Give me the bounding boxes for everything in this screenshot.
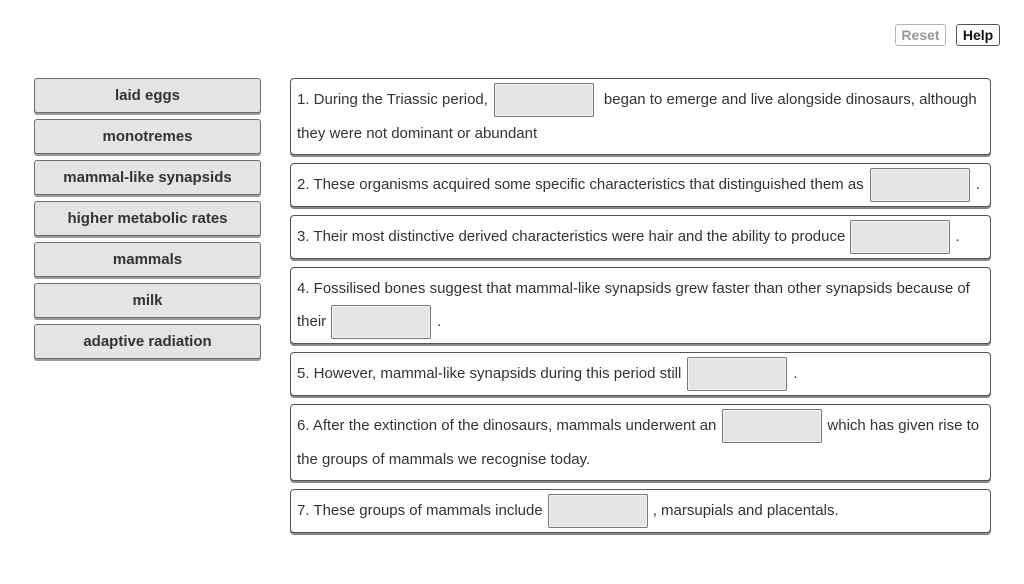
help-button[interactable]: Help [956, 24, 1000, 46]
sentence-4 [290, 267, 991, 344]
sentence-list [290, 78, 991, 541]
word-tile-monotremes[interactable]: monotremes [34, 119, 261, 154]
sentence-text-after: . [437, 313, 442, 331]
word-tile-adaptive-radiation[interactable]: adaptive radiation [34, 324, 261, 359]
sentence-text-after: . [793, 365, 798, 383]
word-tile-higher-metabolic-rates[interactable]: higher metabolic rates [34, 201, 261, 236]
sentence-text-before: 1. During the Triassic period, [297, 91, 488, 108]
sentence-text-before: 2. These organisms acquired some specific characteristics that distinguished them as [297, 176, 864, 194]
sentence-text-after: . [975, 176, 980, 194]
sentence-text-after: , marsupials and placentals. [652, 502, 839, 520]
sentence-6 [290, 404, 991, 481]
word-tile-mammal-like-synapsids[interactable]: mammal-like synapsids [34, 160, 261, 195]
drop-zone-4[interactable] [331, 305, 431, 339]
drop-zone-2[interactable] [870, 168, 970, 202]
drop-zone-1[interactable] [494, 83, 594, 117]
word-bank [34, 78, 261, 365]
drop-zone-6[interactable] [722, 409, 822, 443]
sentence-text-before: 3. Their most distinctive derived characteristics were hair and the ability to produce [297, 228, 846, 246]
word-tile-laid-eggs[interactable]: laid eggs [34, 78, 261, 113]
sentence-text-after: began to emerge and live alongside dinosaurs, although they were not dominant or abundant [297, 91, 977, 143]
sentence-text-after: . [955, 228, 960, 246]
sentence-5 [290, 352, 991, 396]
word-tile-milk[interactable]: milk [34, 283, 261, 318]
drop-zone-7[interactable] [548, 494, 648, 528]
reset-button[interactable]: Reset [895, 24, 946, 46]
sentence-text-before: 6. After the extinction of the dinosaurs, mammals underwent an [297, 417, 717, 435]
sentence-text-before: 7. These groups of mammals include [297, 502, 543, 520]
sentence-text-before: 5. However, mammal-like synapsids during this period still [297, 365, 682, 383]
sentence-1 [290, 78, 991, 155]
sentence-2 [290, 163, 991, 207]
word-tile-mammals[interactable]: mammals [34, 242, 261, 277]
drop-zone-3[interactable] [850, 220, 950, 254]
sentence-text-before: 4. Fossilised bones suggest that mammal-like synapsids grew faster than other synapsids because of their [297, 280, 970, 331]
sentence-3 [290, 215, 991, 259]
sentence-7 [290, 489, 991, 533]
drop-zone-5[interactable] [687, 357, 787, 391]
sentence-text-after: which has given rise to the groups of mammals we recognise today. [297, 417, 980, 469]
